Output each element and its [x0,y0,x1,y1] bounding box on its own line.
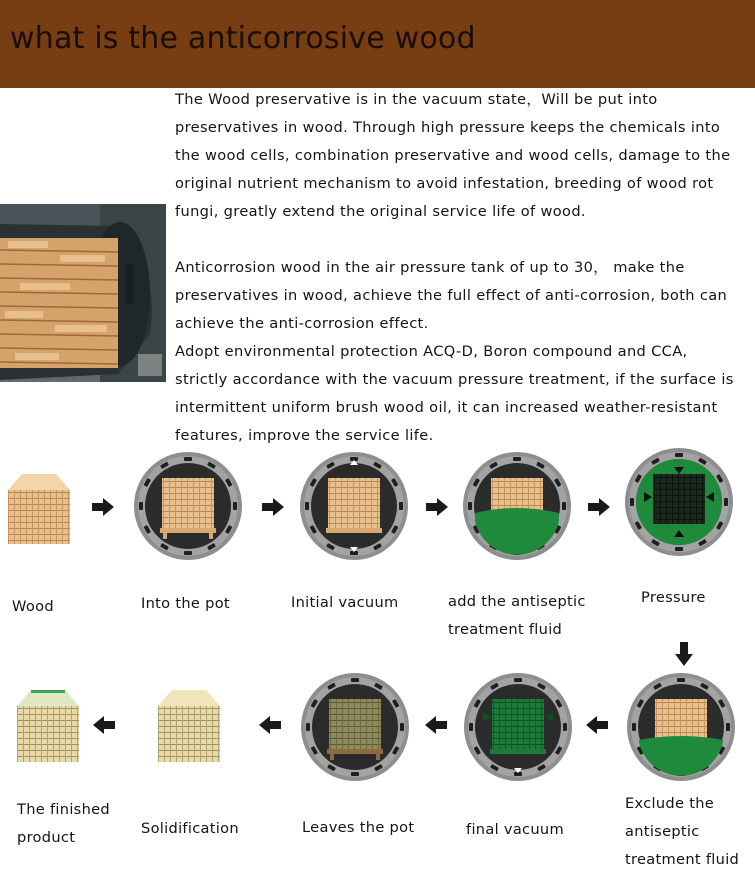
step-label-into-pot: Into the pot [141,595,230,612]
arrow-left-icon [586,716,608,734]
arrow-left-icon [259,716,281,734]
tank-final-vacuum-icon [463,672,573,782]
wood-stack-icon [8,474,70,544]
tank-into-pot-icon [133,451,243,561]
tank-add-fluid-icon [462,451,572,561]
page-title: what is the anticorrosive wood [10,21,476,56]
step-label-leaves-pot: Leaves the pot [302,819,415,836]
step-label-pressure: Pressure [641,589,706,606]
finished-product-icon [17,690,79,762]
arrow-left-icon [93,716,115,734]
wood-stack-solidified-icon [158,690,220,762]
tank-initial-vacuum-icon [299,451,409,561]
arrow-right-icon [92,498,114,516]
arrow-right-icon [262,498,284,516]
arrow-right-icon [426,498,448,516]
arrow-left-icon [425,716,447,734]
pressure-tank-photo [0,204,166,382]
step-label-final-vacuum: final vacuum [466,821,564,838]
intro-paragraph-1: The Wood preservative is in the vacuum state，Will be put into preservatives in wood. Through high pressure keeps the chemicals into the wood cells, combination preservative and wood cells, damage to the original nutrient mechanism to avoid infestation, breeding of wood rot fungi, greatly extend the original service life of wood. [175,91,731,220]
arrow-right-icon [588,498,610,516]
intro-paragraph-2: Anticorrosion wood in the air pressure tank of up to 30， make the preservatives in wood, achieve the full effect of anti-corrosion, both can achieve the anti-corrosion effect. [175,259,728,332]
step-label-exclude-fluid: Exclude the antiseptic treatment fluid [625,795,740,868]
intro-paragraph-3: Adopt environmental protection ACQ-D, Boron compound and CCA, strictly accordance with the vacuum pressure treatment, if the surface is intermittent uniform brush wood oil, it can increased weather-resistant features, improve the service life. [175,343,734,444]
arrow-down-icon [675,642,693,666]
tank-exclude-fluid-icon [626,672,736,782]
page-header [0,0,755,88]
step-label-finished-product: The finished product [17,801,110,846]
tank-leaves-pot-icon [300,672,410,782]
step-label-solidification: Solidification [141,820,239,837]
step-label-initial-vacuum: Initial vacuum [291,594,399,611]
tank-pressure-icon [624,447,734,557]
step-label-wood: Wood [12,598,54,615]
step-label-add-fluid: add the antiseptic treatment fluid [448,593,586,638]
